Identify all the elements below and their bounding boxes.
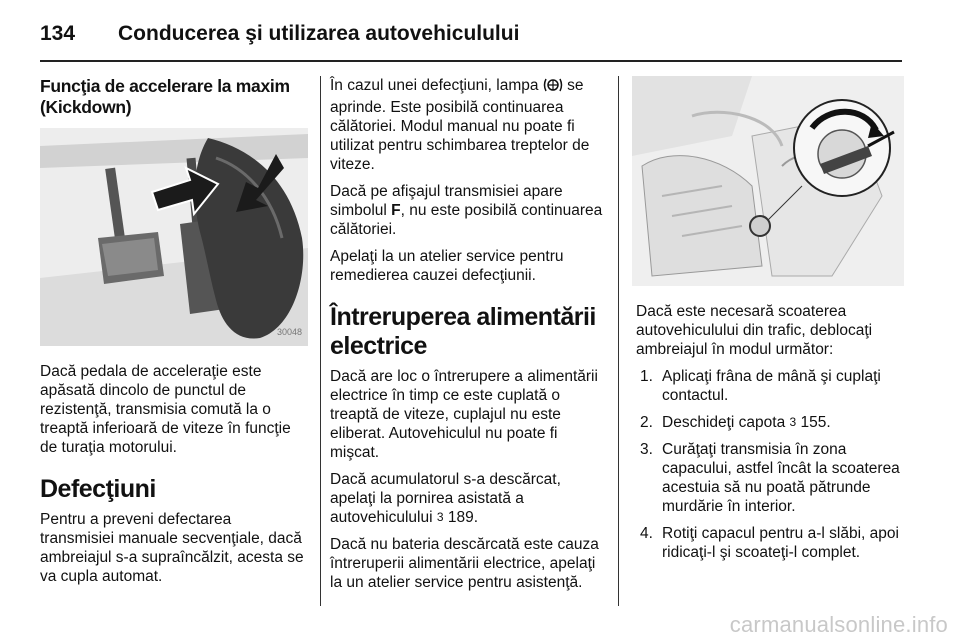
step-number: 2.: [640, 414, 653, 431]
interruption-paragraph: Dacă are loc o întrerupere a alimentării electrice în timp ce este cuplată o treaptă de viteze, cuplajul nu este eliberat. Autovehiculul nu poate fi mişcat.: [330, 368, 598, 461]
step-2: [636, 413, 908, 432]
faults-heading: Defecţiuni: [40, 475, 156, 503]
kickdown-illustration: [40, 128, 308, 346]
battery-paragraph: [330, 470, 606, 527]
column-middle: [330, 76, 606, 600]
step-text: Curăţaţi transmisia în zona capacului, astfel încât la scoaterea acestuia să nu poată pătrunde murdărie în interior.: [662, 441, 900, 515]
page-header: [40, 10, 920, 60]
column-divider-1: [320, 76, 321, 606]
header-rule: [40, 60, 902, 62]
watermark: carmanualsonline.info: [729, 612, 948, 637]
step-text: Aplicaţi frâna de mână şi cuplaţi contactul.: [662, 368, 881, 404]
page-ref-icon: 3: [789, 415, 797, 429]
hood-page-ref[interactable]: 155.: [800, 414, 831, 431]
symbol-f-paragraph: [330, 182, 606, 239]
page-number: 134: [40, 22, 76, 45]
kickdown-text: Dacă pedala de acceleraţie este apăsată dincolo de punctul de rezistenţă, transmisia comută la o treaptă inferioară de viteze în funcţie de turaţia motorului.: [40, 363, 291, 456]
battery-page-ref[interactable]: 189.: [447, 509, 479, 526]
battery-text: Dacă acumulatorul s-a descărcat, apelaţi la pornirea asistată a autovehiculului: [330, 471, 561, 526]
step-text: Deschideţi capota: [662, 414, 786, 431]
interruption-heading: Întreruperea alimentării electrice: [330, 303, 596, 360]
transmission-symbol-f: F: [391, 202, 401, 219]
fault-lamp-text-after: se aprinde. Este posibilă continuarea călătoriei. Modul manual nu poate fi utilizat pentru schimbarea treptelor de viteze.: [330, 77, 590, 173]
step-text: Rotiţi capacul pentru a-l slăbi, apoi ridicaţi-l şi scoateţi-l complet.: [662, 525, 899, 561]
symbol-f-text-before: Dacă pe afişajul transmisiei apare simbolul: [330, 183, 563, 219]
step-number: 1.: [640, 368, 653, 385]
tow-intro: Dacă este necesară scoaterea autovehiculului din trafic, deblocaţi ambreiajul în modul următor:: [636, 303, 873, 358]
fault-lamp-text-before: În cazul unei defecţiuni, lampa: [330, 77, 539, 94]
pedal-foot-illustration: [40, 128, 308, 346]
column-right: [636, 76, 908, 570]
chapter-title: Conducerea şi utilizarea autovehiculului: [118, 22, 520, 45]
clutch-release-steps: [636, 367, 908, 562]
fault-lamp-paragraph: [330, 76, 606, 174]
assistance-paragraph: Dacă nu bateria descărcată este cauza întreruperii alimentării electrice, apelaţi la un atelier service pentru asistenţă.: [330, 536, 599, 591]
figure-code: 30048: [276, 327, 302, 337]
column-left: [40, 76, 308, 594]
symbol-f-text-after: , nu este posibilă continuarea călătoriei.: [330, 202, 603, 238]
step-3: [636, 440, 908, 516]
gear-fault-lamp-icon: [543, 77, 563, 98]
service-paragraph: Apelaţi la un atelier service pentru remedierea cauzei defecţiunii.: [330, 248, 564, 284]
step-number: 3.: [640, 441, 653, 458]
kickdown-heading: Funcţia de accelerare la maxim (Kickdown): [40, 76, 290, 117]
step-number: 4.: [640, 525, 653, 542]
engine-bay-illustration: [632, 76, 904, 286]
page-ref-icon: 3: [436, 510, 444, 524]
step-4: [636, 524, 908, 562]
transmission-cover-illustration: [632, 76, 904, 286]
column-divider-2: [618, 76, 619, 606]
faults-text: Pentru a preveni defectarea transmisiei manuale secvenţiale, dacă ambreiajul s-a supraîncălzit, acesta se va cupla automat.: [40, 511, 304, 585]
step-1: [636, 367, 908, 405]
